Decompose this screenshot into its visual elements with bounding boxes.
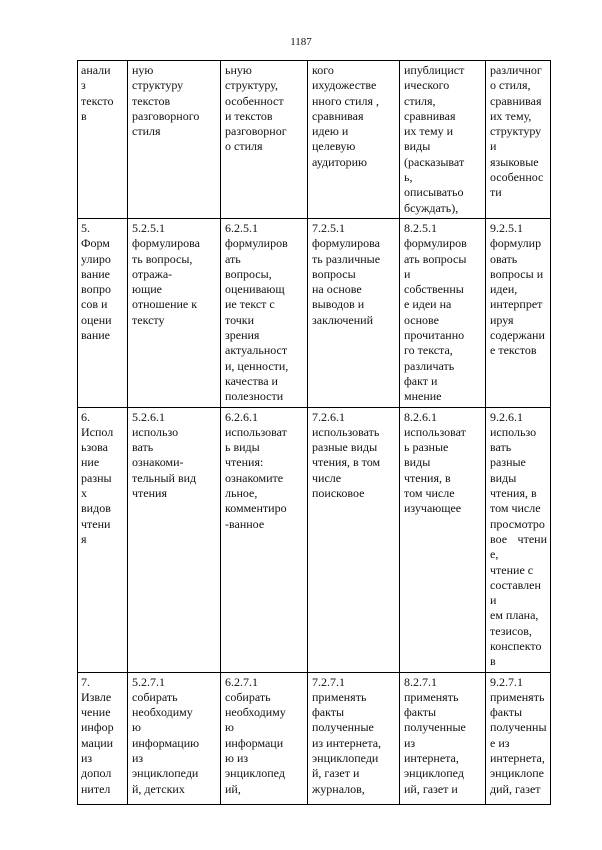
table-cell-grade-5: 5.2.6.1 использо вать ознакоми- тельный вид чтения <box>128 407 221 672</box>
table-cell-grade-9: различног о стиля, сравнивая их тему, структуру и языковые особеннос ти <box>486 61 551 219</box>
table-cell-grade-6: ьную структуру, особенност и текстов разговорног о стиля <box>221 61 308 219</box>
table-cell-grade-6: 6.2.7.1 собирать необходиму ю информаци ю из энциклопед ий, <box>221 672 308 804</box>
table-cell-grade-8: ипублицист ического стиля, сравнивая их тему и виды (расказыват ь, описыватьо бсуждать), <box>400 61 486 219</box>
table-row <box>78 218 551 407</box>
table-cell-grade-7: 7.2.6.1 использовать разные виды чтения, в том числе поисковое <box>308 407 400 672</box>
table-cell-grade-7: 7.2.7.1 применять факты полученные из интернета, энциклопеди й, газет и журналов, <box>308 672 400 804</box>
table-cell-grade-5: ную структуру текстов разговорного стиля <box>128 61 221 219</box>
table-cell-grade-9: 9.2.6.1 использо вать разные виды чтения, в том числе просмотро вое чтение, чтение с составлени ем плана, тезисов, конспекто в <box>486 407 551 672</box>
table-cell-section: 7. Извле чение инфор мации из допол нител <box>78 672 128 804</box>
table-cell-grade-7: кого ихудожестве нного стиля , сравнивая идею и целевую аудиторию <box>308 61 400 219</box>
page-number: 1187 <box>290 36 312 48</box>
table-cell-grade-7: 7.2.5.1 формулирова ть различные вопросы на основе выводов и заключений <box>308 218 400 407</box>
table-cell-section: анали з тексто в <box>78 61 128 219</box>
table-cell-grade-8: 8.2.5.1 формулиров ать вопросы и собственны е идеи на основе прочитанно го текста, различать факт и мнение <box>400 218 486 407</box>
table-cell-grade-8: 8.2.7.1 применять факты полученные из интернета, энциклопед ий, газет и <box>400 672 486 804</box>
table-cell-grade-5: 5.2.7.1 собирать необходиму ю информацию из энциклопеди й, детских <box>128 672 221 804</box>
table-cell-grade-9: 9.2.7.1 применять факты полученны е из интернета, энциклопе дий, газет <box>486 672 551 804</box>
table-cell-grade-6: 6.2.6.1 использоват ь виды чтения: ознакомите льное, комментиро -ванное <box>221 407 308 672</box>
table-row <box>78 61 551 219</box>
table-row <box>78 407 551 672</box>
table-cell-grade-6: 6.2.5.1 формулиров ать вопросы, оценивающ ие текст с точки зрения актуальност и, ценности, качества и полезности <box>221 218 308 407</box>
curriculum-table <box>77 60 551 805</box>
table-row <box>78 672 551 804</box>
table-cell-grade-8: 8.2.6.1 использоват ь разные виды чтения, в том числе изучающее <box>400 407 486 672</box>
table-cell-grade-9: 9.2.5.1 формулир овать вопросы и идеи, интерпрет ируя содержани е текстов <box>486 218 551 407</box>
table-cell-section: 6. Испол ьзова ние разны х видов чтени я <box>78 407 128 672</box>
table-cell-grade-5: 5.2.5.1 формулирова ть вопросы, отража- ющие отношение к тексту <box>128 218 221 407</box>
table-cell-section: 5. Форм улиро вание вопро сов и оцени вание <box>78 218 128 407</box>
